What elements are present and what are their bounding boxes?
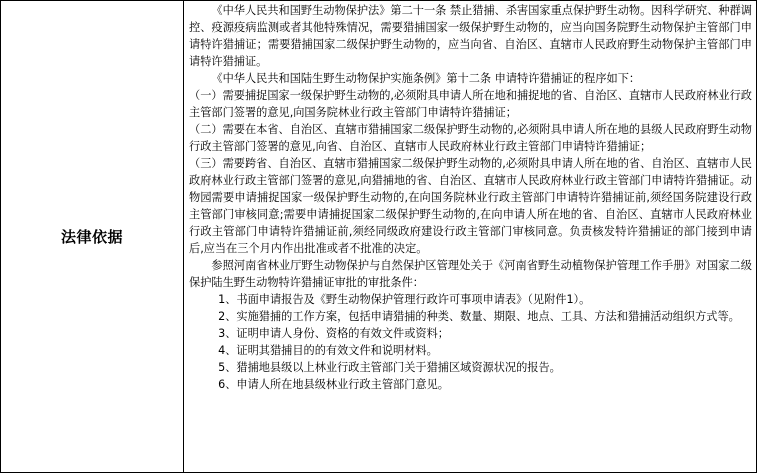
paragraph-regulation-heading: 《中华人民共和国陆生野生动物保护实施条例》第十二条 申请特许猎捕证的程序如下： bbox=[211, 72, 641, 85]
condition-item-1: 1、书面申请报告及《野生动物保护管理行政许可事项申请表》（见附件1）。 bbox=[218, 293, 591, 306]
label-cell bbox=[1, 1, 184, 472]
legal-basis-content bbox=[185, 1, 756, 472]
condition-item-3: 3、证明申请人身份、资格的有效文件或资料； bbox=[218, 327, 449, 340]
condition-item-2: 2、实施猎捕的工作方案，包括申请猎捕的种类、数量、期限、地点、工具、方法和猎捕活动组织方式等。 bbox=[218, 310, 740, 323]
condition-item-6: 6、申请人所在地县级林业行政主管部门意见。 bbox=[218, 378, 449, 391]
condition-item-4: 4、证明其猎捕目的的有效文件和说明材料。 bbox=[218, 344, 438, 357]
legal-basis-label: 法律依据 bbox=[60, 228, 123, 246]
paragraph-procedure-3: （三）需要跨省、自治区、直辖市猎捕国家二级保护野生动物的,必须附具申请人所在地的省、自治区、直辖市人民政府林业行政主管部门签署的意见,向猎捕地的省、自治区、直辖市人民政府林业行政主管部门申请特许猎捕证。动物园需要申请捕捉国家一级保护野生动物的,在向国务院林业行政主管部门申请特许猎捕证前,须经国务院建设行政主管部门审核同意;需要申请捕捉国家二级保护野生动物的,在向申请人所在地的省、自治区、直辖市人民政府林业行政主管部门申请特许猎捕证前,须经同级政府建设行政主管部门审核同意。负责核发特许猎捕证的部门接到申请后,应当在三个月内作出批准或者不批准的决定。 bbox=[189, 157, 752, 255]
paragraph-procedure-1: （一）需要捕捉国家一级保护野生动物的,必须附具申请人所在地和捕捉地的省、自治区、直辖市人民政府林业行政主管部门签署的意见,向国务院林业行政主管部门申请特许猎捕证； bbox=[189, 89, 752, 119]
condition-item-5: 5、猎捕地县级以上林业行政主管部门关于猎捕区域资源状况的报告。 bbox=[218, 361, 561, 374]
paragraph-henan-reference: 参照河南省林业厅野生动物保护与自然保护区管理处关于《河南省野生动植物保护管理工作手册》对国家二级保护陆生野生动物特许猎捕证审批的审批条件： bbox=[189, 259, 752, 289]
paragraph-procedure-2: （二）需要在本省、自治区、直辖市猎捕国家二级保护野生动物的,必须附具申请人所在地的县级人民政府野生动物行政主管部门签署的意见,向省、自治区、直辖市人民政府林业行政主管部门申请特许猎捕证； bbox=[189, 123, 752, 153]
paragraph-wildlife-law: 《中华人民共和国野生动物保护法》第二十一条 禁止猎捕、杀害国家重点保护野生动物。因科学研究、种群调控、疫源疫病监测或者其他特殊情况，需要猎捕国家一级保护野生动物的，应当向国务院野生动物保护主管部门申请特许猎捕证；需要猎捕国家二级保护野生动物的，应当向省、自治区、直辖市人民政府野生动物保护主管部门申请特许猎捕证。 bbox=[189, 4, 752, 68]
